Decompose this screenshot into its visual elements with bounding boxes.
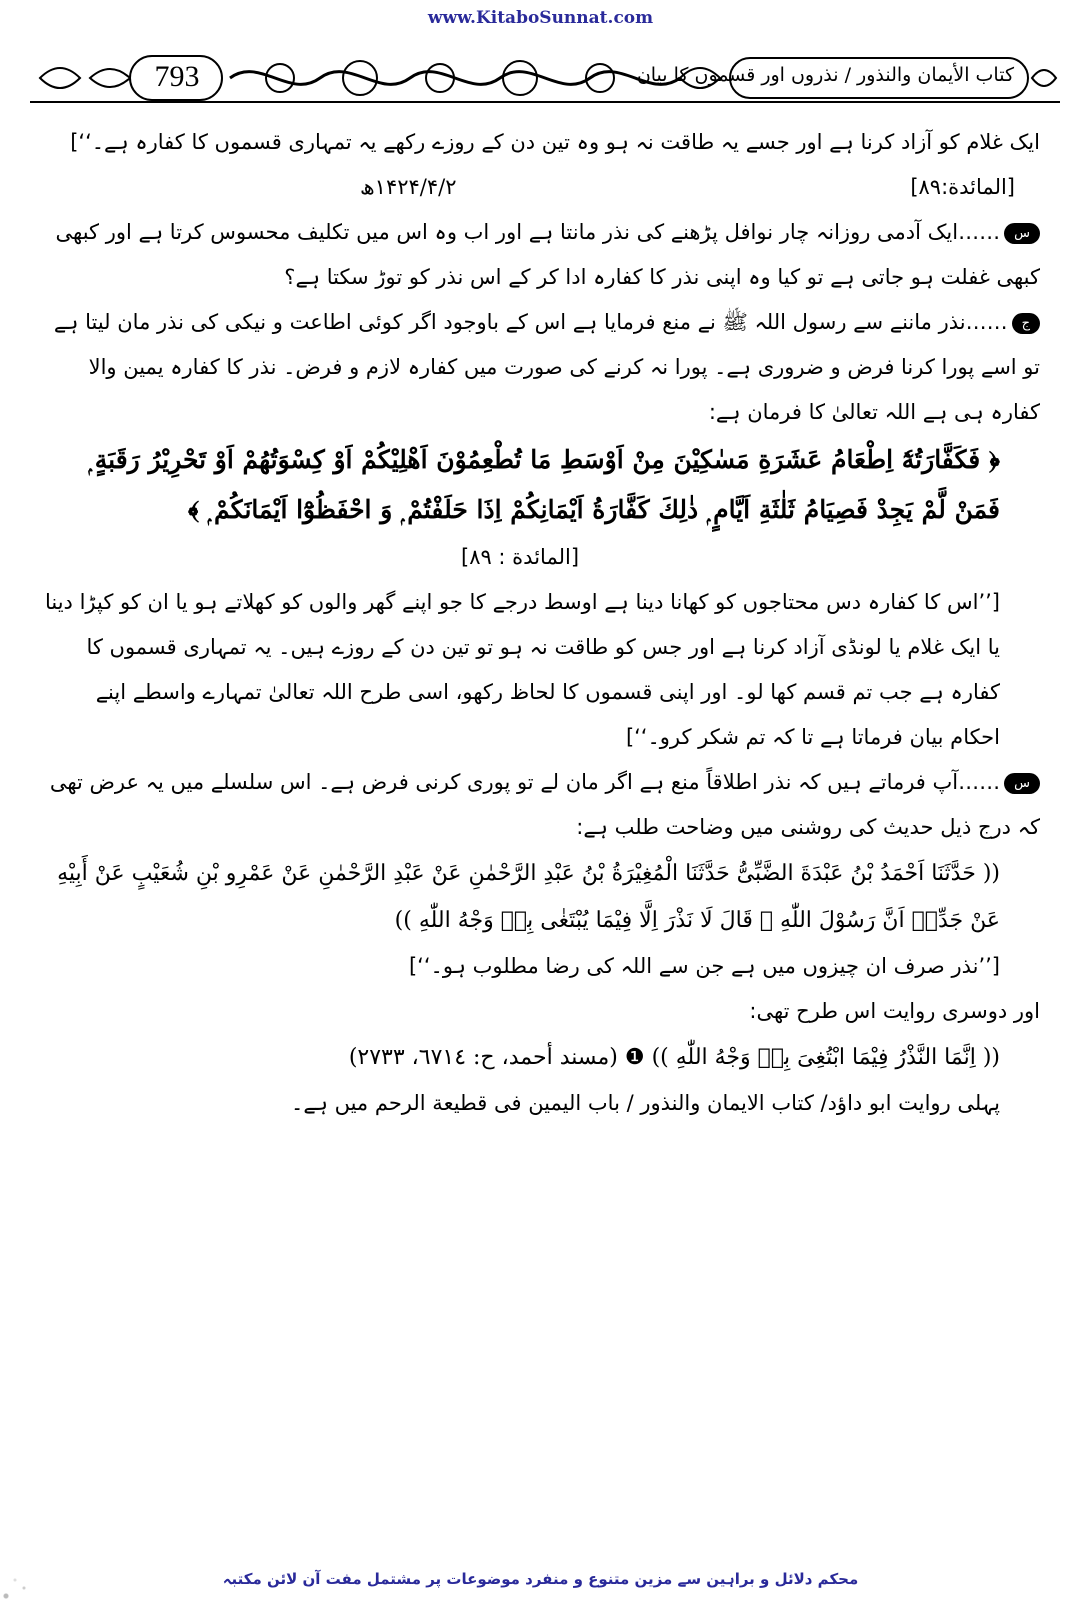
hadith-1: (( حَدَّثَنَا اَحْمَدُ بْنُ عَبْدَةَ الضَّبِّیُّ حَدَّثَنَا الْمُغِيْرَةُ بْنُ عَبْدِ الرَّحْمٰنِ عَنْ عَبْدِ الرَّحْمٰنِ عَنْ عَمْرِو بْنِ شُعَيْبٍ عَنْ أَبِيْهِ عَنْ جَدِّهٖ اَنَّ رَسُوْلَ اللّٰهِ ﷺ قَالَ لَا نَذْرَ اِلَّا فِيْمَا يُبْتَغٰى بِهٖ وَجْهُ اللّٰهِ )) — [57, 861, 1000, 933]
answer-1-text: ……نذر ماننے سے رسول اللہ ﷺ نے منع فرمایا ہے اس کے باوجود اگر کوئی اطاعت و نیکی کی نذر مان لیتا ہے تو اسے پورا کرنا فرض و ضروری ہے۔ پورا نہ کرنے کی صورت میں کفارہ لازم و فرض۔ نذر کا کفارہ یمین والا کفارہ ہی ہے اللہ تعالیٰ کا فرمان ہے: — [53, 310, 1040, 424]
question-2-text: ……آپ فرماتے ہیں کہ نذر اطلاقاً منع ہے اگر مان لے تو پوری کرنی فرض ہے۔ اس سلسلے میں یہ عرض تھی کہ درج ذیل حدیث کی روشنی میں وضاحت طلب ہے: — [49, 770, 1040, 839]
continued-text: ایک غلام کو آزاد کرنا ہے اور جسے یہ طاقت نہ ہو وہ تین دن کے روزے رکھے یہ تمہاری قسموں کا کفارہ ہے۔‘‘] — [70, 130, 1040, 154]
quran-verse-reference: [المائدة : ۸۹] — [460, 545, 580, 569]
footer-tagline[interactable]: محکم دلائل و براہین سے مزین متنوع و منفرد موضوعات پر مشتمل مفت آن لائن مکتبہ — [222, 1570, 859, 1588]
question-badge: س — [1004, 773, 1040, 794]
page-header — [30, 52, 1060, 104]
question-2 — [40, 760, 1040, 850]
question-badge: س — [1004, 223, 1040, 244]
page-content — [40, 120, 1040, 1126]
question-1 — [40, 210, 1040, 300]
question-1-text: ……ایک آدمی روزانہ چار نوافل پڑھنے کی نذر مانتا ہے اور اب وہ اس میں تکلیف محسوس کرتا ہے اور کبھی کبھی غفلت ہو جاتی ہے تو کیا وہ اپنی نذر کا کفارہ ادا کر کے اس نذر کو توڑ سکتا ہے؟ — [55, 220, 1040, 289]
verse-translation: [’’اس کا کفارہ دس محتاجوں کو کھانا دینا ہے اوسط درجے کا جو اپنے گھر والوں کو کھلاتے ہو یا ان کو کپڑا دینا یا ایک غلام یا لونڈی آزاد کرنا ہے اور جس کو طاقت نہ ہو تو تین دن کے روزے ہیں۔ یہ تمہاری قسموں کا کفارہ ہے جب تم قسم کھا لو۔ اور اپنی قسموں کا لحاظ رکھو، اسی طرح اللہ تعالیٰ تمہارے واسطے اپنے احکام بیان فرماتا ہے تا کہ تم شکر کرو۔‘‘] — [44, 590, 1000, 749]
second-narration-intro: اور دوسری روایت اس طرح تھی: — [749, 999, 1040, 1023]
quran-verse: ﴿ فَكَفَّارَتُهٗٓ اِطْعَامُ عَشَرَةِ مَسٰكِيْنَ مِنْ اَوْسَطِ مَا تُطْعِمُوْنَ اَهْلِيْكُمْ اَوْ كِسْوَتُهُمْ اَوْ تَحْرِيْرُ رَقَبَةٍ ۭ فَمَنْ لَّمْ يَجِدْ فَصِيَامُ ثَلٰثَةِ اَيَّامٍ ۭ ذٰلِكَ كَفَّارَةُ اَيْمَانِكُمْ اِذَا حَلَفْتُمْ ۭ وَ احْفَظُوْٓا اَيْمَانَكُمْ ۭ ﴾ — [88, 445, 1000, 524]
book-title: کتاب الأیمان والنذور / نذروں اور قسموں کا بیان — [636, 64, 1014, 86]
answer-badge: ج — [1012, 313, 1040, 334]
site-url[interactable]: www.KitaboSunnat.com — [427, 8, 654, 28]
reference-row — [40, 165, 1040, 210]
date-stamp: ۱۴۲۴/۴/۲ھ — [360, 175, 457, 199]
quran-reference: [المائدة:۸۹] — [910, 175, 1015, 199]
hadith-1-translation: [’’نذر صرف ان چیزوں میں ہے جن سے اللہ کی رضا مطلوب ہو۔‘‘] — [408, 954, 1000, 978]
hadith-2: (( اِنَّمَا النَّذْرُ فِيْمَا ابْتُغِیَ بِهٖ وَجْهُ اللّٰهِ )) ❶ (مسند أحمد، ح: ٦٧١٤، ٢٧٣٣) — [348, 1045, 1000, 1070]
page-number: 793 — [154, 60, 200, 93]
answer-1 — [40, 300, 1040, 435]
source-note: پہلی روایت ابو داؤد/ کتاب الایمان والنذور / باب الیمین فی قطیعة الرحم میں ہے۔ — [291, 1091, 1000, 1115]
